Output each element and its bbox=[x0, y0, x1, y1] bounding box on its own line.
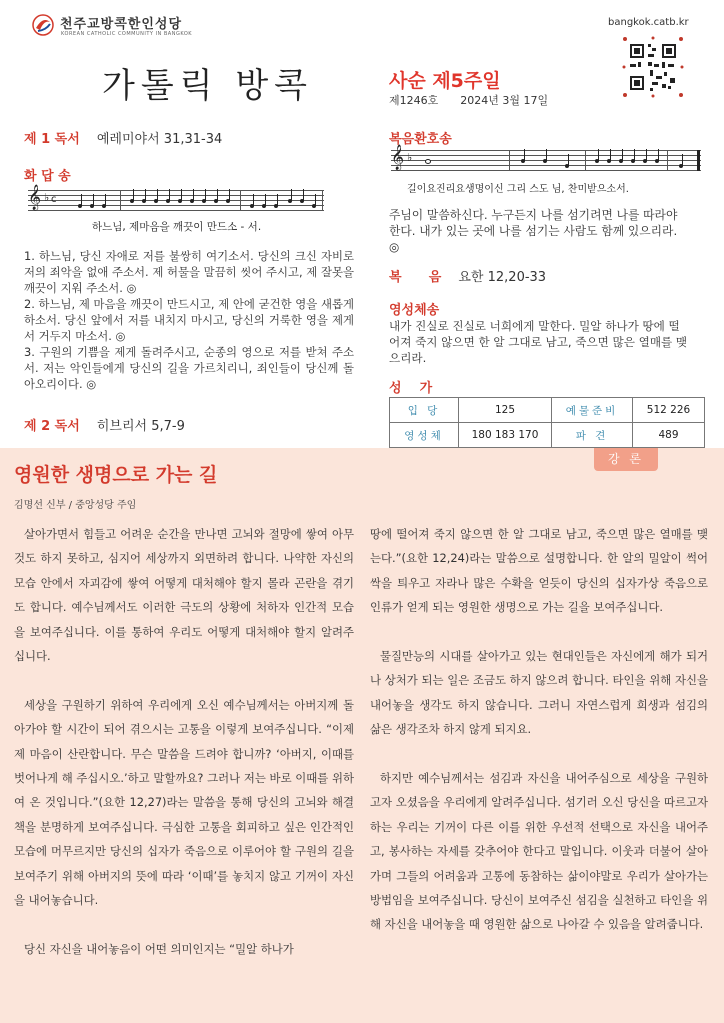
offertory-label: 예물준비 bbox=[552, 398, 633, 423]
sermon-paragraph: 하지만 예수님께서는 섬김과 자신을 내어주심으로 세상을 구원하고자 오셨음을 우리에게 알려주십니다. 섬기러 오신 당신을 따르고자 하는 우리는 기꺼이 다른 이를 위한 우선적 선택으로 자신을 내어주고, 봉사하는 자세를 갖추어야 한다고 말입니다. 이웃과 더불어 살아가며 그들의 어려움과 고통에 동참하는 삶이야말로 우리가 살아가는 방법임을 보여주십니다. 당신이 보여주신 섬김을 실천하고 타인을 위해 자신을 내어놓을 때 영원한 삶으로 나아갈 수 있음을 알려줍니다. bbox=[370, 771, 708, 932]
newsletter-title: 가톨릭 방콕 bbox=[102, 66, 314, 106]
gospel-acclamation-lyric: 길이요진리요생명이신 그리 스도 님, 찬미받으소서. bbox=[407, 184, 629, 195]
communion-hymn: 180 183 170 bbox=[459, 423, 552, 448]
sermon-paragraph: 땅에 떨어져 죽지 않으면 한 알 그대로 남고, 죽으면 많은 열매를 맺는다.”(요한 12,24)라는 말씀으로 설명합니다. 한 알의 밀알이 썩어 싹을 틔우고 자라나 많은 수확을 얻듯이 당신의 십자가상 죽음으로 인류가 얻게 되는 영원한 생명으로 가는 길을 보여주십니다. bbox=[370, 527, 708, 615]
gospel-acclamation-label: 복음환호송 bbox=[389, 132, 452, 147]
hymns-label: 성 가 bbox=[389, 381, 433, 396]
second-reading-label: 제 2 독서 bbox=[24, 419, 80, 434]
entrance-label: 입 당 bbox=[390, 398, 459, 423]
sermon-right-column bbox=[370, 522, 708, 937]
sermon-paragraph: 물질만능의 시대를 살아가고 있는 현대인들은 자신에게 해가 되거나 상처가 되는 일은 조금도 하지 않으려 합니다. 타인을 위해 자신을 내어놓을 생각도 하지 않습니다. 그러니 자연스럽게 희생과 섬김의 삶은 생각조차 하지 않게 되지요. bbox=[370, 649, 708, 737]
sermon-title: 영원한 생명으로 가는 길 bbox=[14, 464, 218, 486]
hymn-table bbox=[389, 397, 705, 448]
gospel-acclamation-text: 주님이 말씀하신다. 누구든지 나를 섬기려면 나를 따라야 한다. 내가 있는 곳에 나를 섬기는 사람도 함께 있으리라. ◎ bbox=[389, 208, 678, 254]
psalm-verses bbox=[24, 248, 354, 392]
table-row bbox=[390, 398, 705, 423]
org-subtitle: KOREAN CATHOLIC COMMUNITY IN BANGKOK bbox=[61, 31, 193, 37]
psalm-lyric: 하느님, 제마음을 깨끗이 만드소 - 서. bbox=[92, 221, 262, 233]
communion-antiphon-text: 내가 진실로 진실로 너희에게 말한다. 밀알 하나가 땅에 떨어져 죽지 않으면 한 알 그대로 남고, 죽으면 많은 열매를 맺으리라. bbox=[389, 319, 688, 365]
gospel-ref: 요한 12,20-33 bbox=[458, 270, 547, 285]
issue-number: 제1246호 bbox=[389, 94, 439, 107]
dismissal-label: 파 견 bbox=[552, 423, 633, 448]
qr-code-icon[interactable] bbox=[622, 36, 684, 98]
org-name: 천주교방콕한인성당 bbox=[60, 17, 183, 32]
sermon-author: 김명선 신부 / 중앙성당 주임 bbox=[14, 500, 137, 511]
psalm-verse: 2. 하느님, 제 마음을 깨끗이 만드시고, 제 안에 굳건한 영을 새롭게 하소서. 당신 앞에서 저를 내치지 마시고, 당신의 거룩한 영을 제게서 거두지 마소서. ◎ bbox=[24, 297, 354, 343]
psalm-label: 화 답 송 bbox=[24, 169, 71, 184]
entrance-hymn: 125 bbox=[459, 398, 552, 423]
sermon-left-column bbox=[14, 522, 354, 961]
communion-antiphon-label: 영성체송 bbox=[389, 303, 440, 318]
liturgical-sunday: 사순 제5주일 bbox=[389, 70, 501, 92]
communion-hymn-label: 영성체 bbox=[390, 423, 459, 448]
church-logo-icon bbox=[32, 14, 54, 36]
psalm-music-staff: 𝄞 ♭ c bbox=[28, 190, 324, 214]
table-row bbox=[390, 423, 705, 448]
psalm-verse: 3. 구원의 기쁨을 제게 돌려주시고, 순종의 영으로 저를 받쳐 주소서. 저는 악인들에게 당신의 길을 가르치리니, 죄인들이 당신께 돌아오리이다. ◎ bbox=[24, 345, 354, 391]
second-reading bbox=[24, 415, 185, 434]
issue-info bbox=[389, 92, 570, 108]
dismissal-hymn: 489 bbox=[633, 423, 705, 448]
second-reading-ref: 히브리서 5,7-9 bbox=[96, 419, 185, 434]
first-reading-label: 제 1 독서 bbox=[24, 132, 80, 147]
issue-date: 2024년 3월 17일 bbox=[460, 94, 549, 107]
psalm-verse: 1. 하느님, 당신 자애로 저를 불쌍히 여기소서. 당신의 크신 자비로 저의 죄악을 없애 주소서. 제 허물을 말끔히 씻어 주시고, 제 잘못을 깨끗이 지워 주소서. ◎ bbox=[24, 249, 354, 295]
gospel-label: 복 음 bbox=[389, 270, 442, 285]
sermon-paragraph: 세상을 구원하기 위하여 우리에게 오신 예수님께서는 아버지께 돌아가야 할 시간이 되어 겪으시는 고통을 이렇게 보여주십니다. “이제 제 마음이 산란합니다. 무슨 말씀을 드려야 합니까? ‘아버지, 이때를 벗어나게 해 주십시오.’하고 말할까요? 그러나 저는 바로 이때를 위하여 온 것입니다.”(요한 12,27)라는 말씀을 통해 당신의 고뇌와 해결책을 분명하게 보여주십니다. 극심한 고통을 회피하고 싶은 인간적인 모습에 머무르지만 당신의 십자가 죽음으로 이루어야 할 구원의 길을 보여주기 위해 아버지의 뜻에 따라 ‘이때’를 놓치지 않고 기꺼이 자신을 내어놓습니다. bbox=[14, 697, 354, 908]
first-reading-ref: 예레미야서 31,31-34 bbox=[96, 132, 223, 147]
sermon-paragraph: 살아가면서 힘들고 어려운 순간을 만나면 고뇌와 절망에 쌓여 아무것도 하지 못하고, 심지어 세상까지 외면하려 합니다. 나약한 자신의 모습 안에서 자괴감에 쌓여 어떻게 대처해야 할지 몰라 곤란을 겪기도 합니다. 예수님께서도 이러한 극도의 상황에 처하자 인간적 모습을 보여주십니다. 이를 통하여 우리도 어떻게 대처해야 할지 알려주십니다. bbox=[14, 527, 354, 664]
offertory-hymn: 512 226 bbox=[633, 398, 705, 423]
sermon-paragraph: 당신 자신을 내어놓음이 어떤 의미인지는 “밀알 하나가 bbox=[24, 941, 294, 956]
sermon-tab: 강 론 bbox=[594, 448, 658, 471]
gospel-acclamation-staff: 𝄞 ♭ bbox=[391, 150, 701, 174]
first-reading bbox=[24, 128, 222, 147]
gospel-reading bbox=[389, 266, 546, 285]
site-url[interactable]: bangkok.catb.kr bbox=[608, 17, 689, 28]
